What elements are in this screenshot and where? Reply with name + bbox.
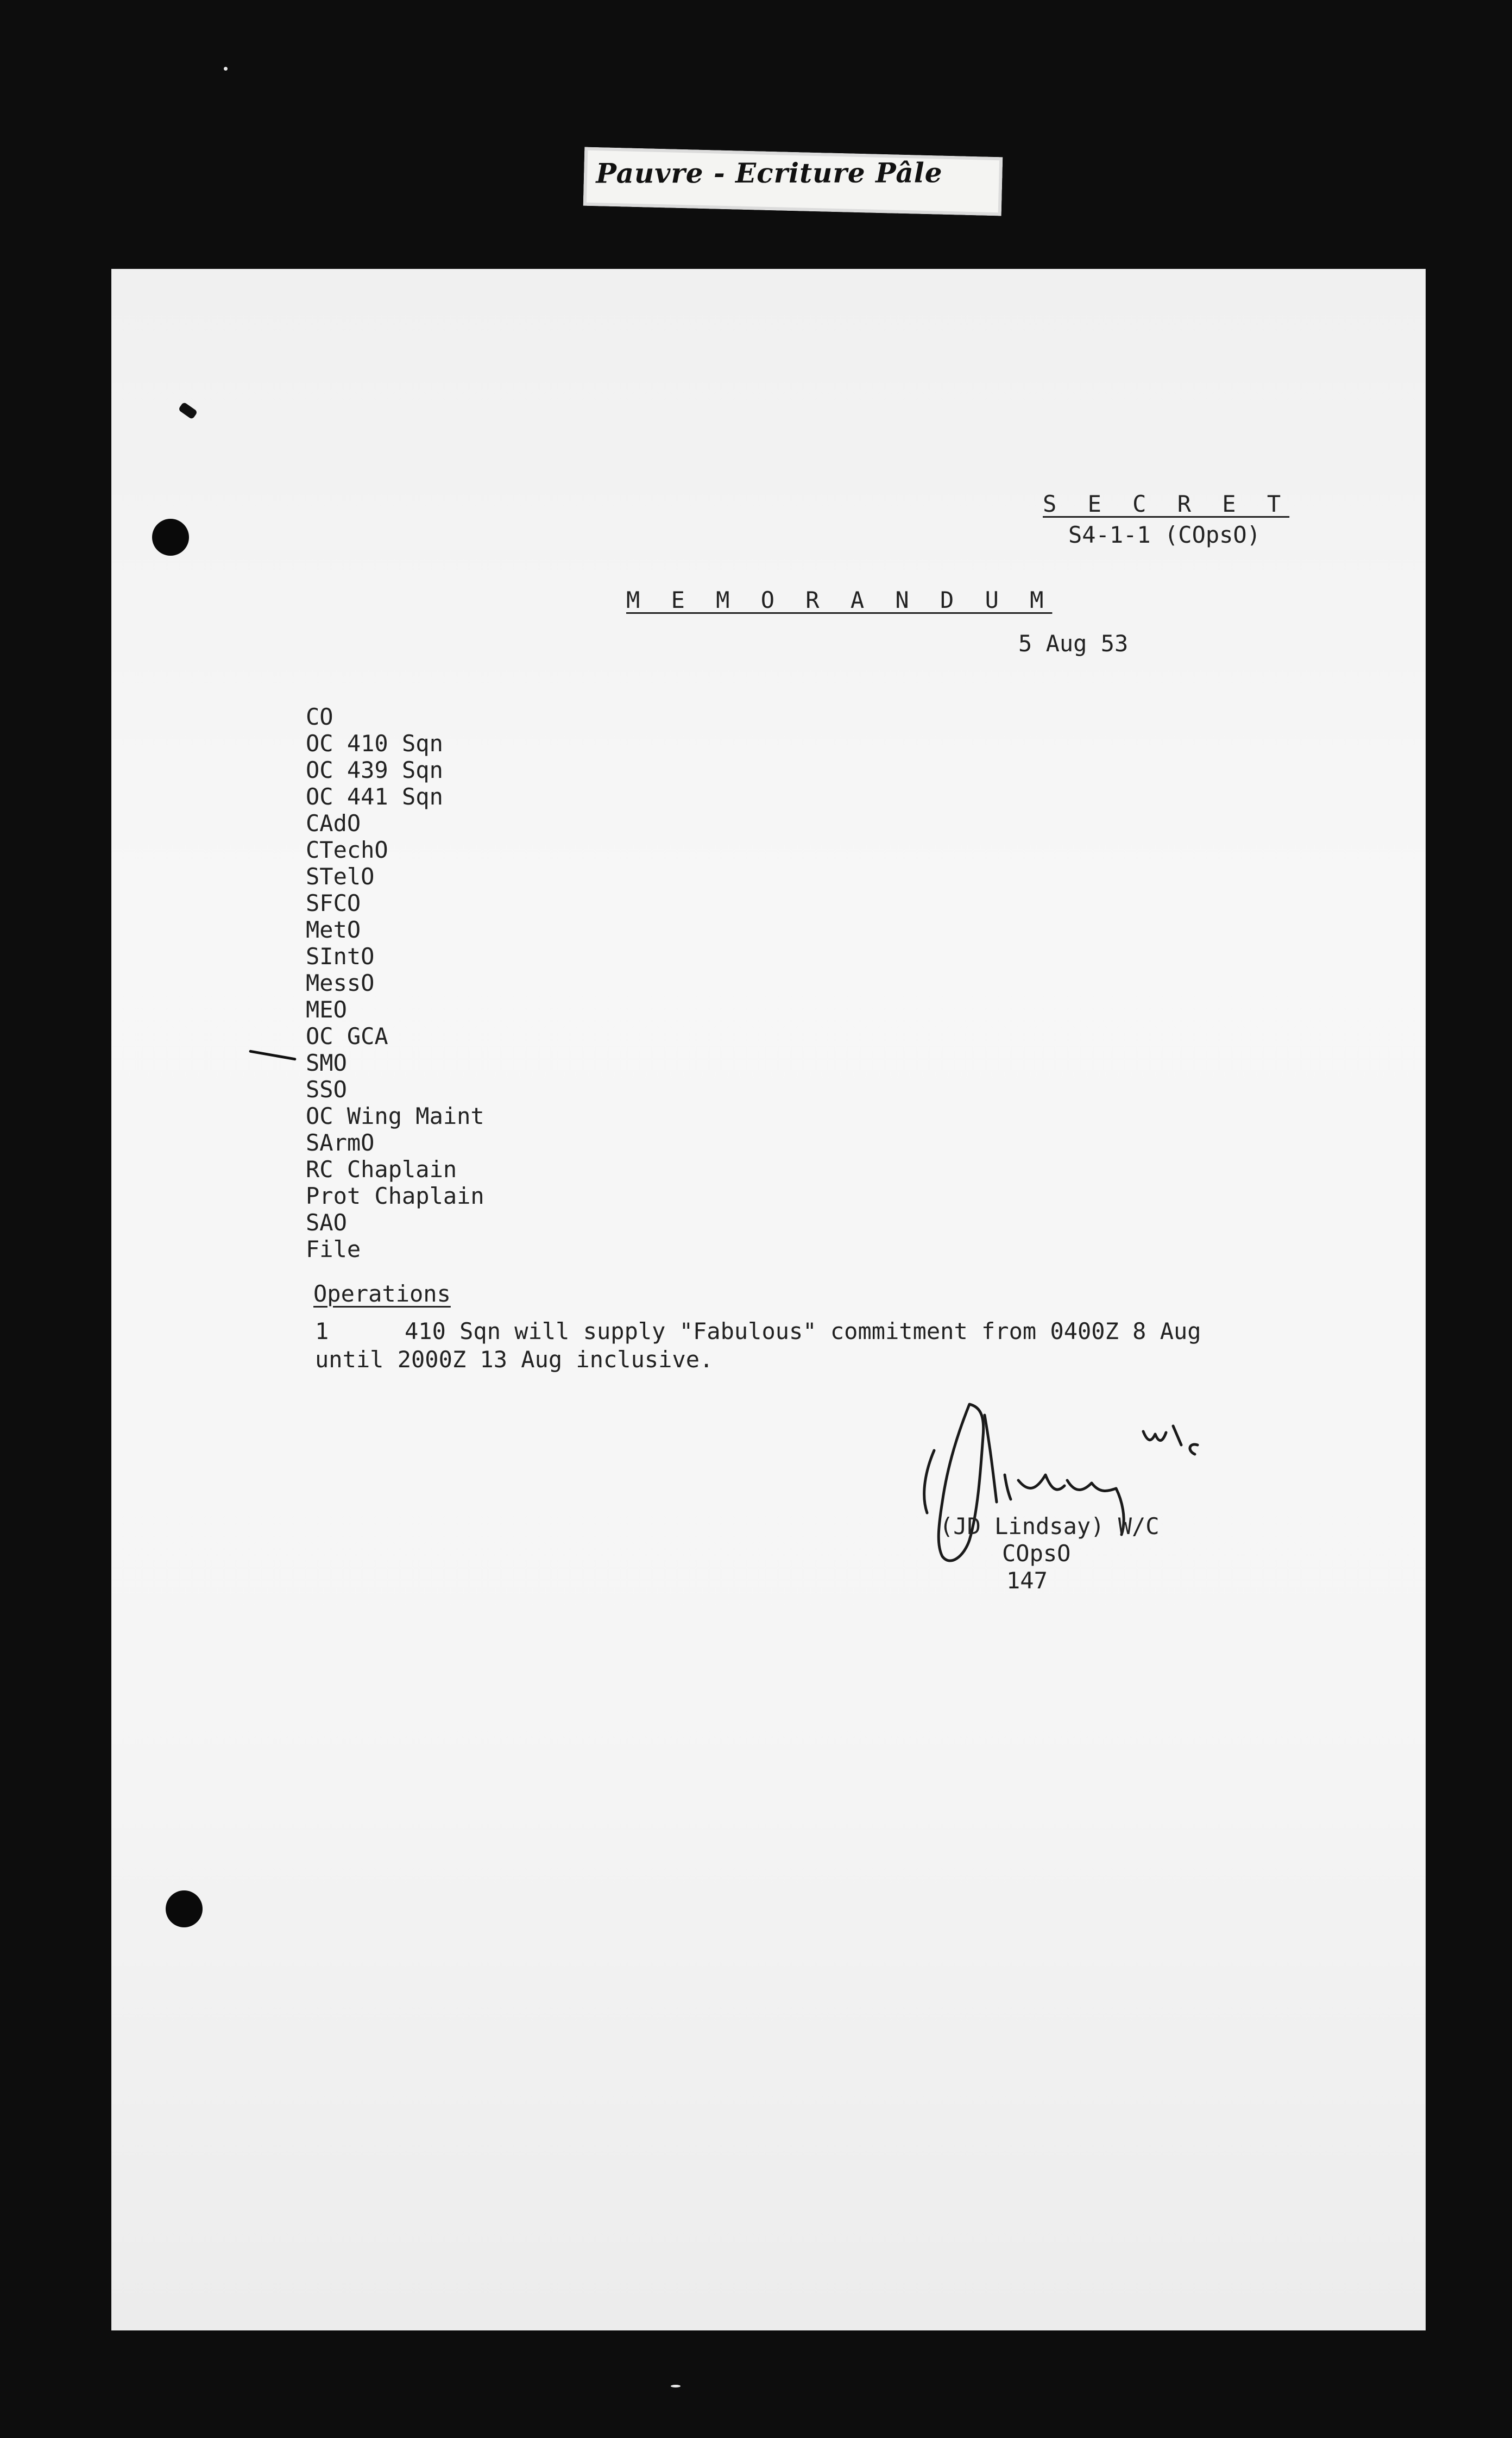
memo-date: 5 Aug 53 <box>1018 630 1129 657</box>
distribution-item: File <box>306 1236 361 1262</box>
distribution-item: MEO <box>306 996 347 1023</box>
ink-mark <box>178 401 198 419</box>
paragraph-line <box>315 1317 1238 1346</box>
distribution-item: OC Wing Maint <box>306 1103 484 1129</box>
signatory-name: (JD Lindsay) W/C <box>940 1513 1160 1540</box>
distribution-item: RC Chaplain <box>306 1156 457 1183</box>
distribution-item: CTechO <box>306 837 388 863</box>
film-speck <box>224 67 228 71</box>
distribution-item: Prot Chaplain <box>306 1183 484 1209</box>
memo-number: 147 <box>1006 1567 1048 1594</box>
distribution-item: SAO <box>306 1209 347 1236</box>
distribution-item: SArmO <box>306 1129 375 1156</box>
paragraph-number: 1 <box>315 1318 329 1344</box>
distribution-item: MetO <box>306 916 361 943</box>
distribution-item: OC 441 Sqn <box>306 783 443 810</box>
archive-label-card <box>583 147 1003 216</box>
distribution-item: CAdO <box>306 810 361 837</box>
distribution-item: SSO <box>306 1076 347 1103</box>
distribution-item: MessO <box>306 970 375 996</box>
paragraph-line: until 2000Z 13 Aug inclusive. <box>315 1346 714 1373</box>
distribution-item: OC GCA <box>306 1023 388 1050</box>
distribution-item: SIntO <box>306 943 375 970</box>
pencil-tick-mark <box>249 1050 297 1060</box>
distribution-item: STelO <box>306 863 375 890</box>
memorandum-title: M E M O R A N D U M <box>626 587 1053 613</box>
distribution-list <box>306 703 484 1262</box>
classification-heading: S E C R E T <box>1043 491 1290 517</box>
distribution-item: CO <box>306 703 333 730</box>
distribution-item: SFCO <box>306 890 361 916</box>
memo-page <box>111 269 1426 2330</box>
archive-label-text: Pauvre - Ecriture Pâle <box>596 156 943 190</box>
section-heading: Operations <box>313 1280 451 1307</box>
distribution-item: OC 410 Sqn <box>306 730 443 757</box>
punch-hole-top <box>152 519 189 556</box>
signatory-title: COpsO <box>1002 1540 1071 1567</box>
file-reference: S4-1-1 (COpsO) <box>1068 521 1261 548</box>
paragraph-text: 410 Sqn will supply "Fabulous" commitment from 0400Z 8 Aug <box>405 1318 1201 1344</box>
distribution-item: SMO <box>306 1050 347 1076</box>
film-speck <box>671 2385 681 2387</box>
punch-hole-bottom <box>166 1890 203 1927</box>
paragraph-1 <box>315 1317 1238 1374</box>
distribution-item: OC 439 Sqn <box>306 757 443 783</box>
